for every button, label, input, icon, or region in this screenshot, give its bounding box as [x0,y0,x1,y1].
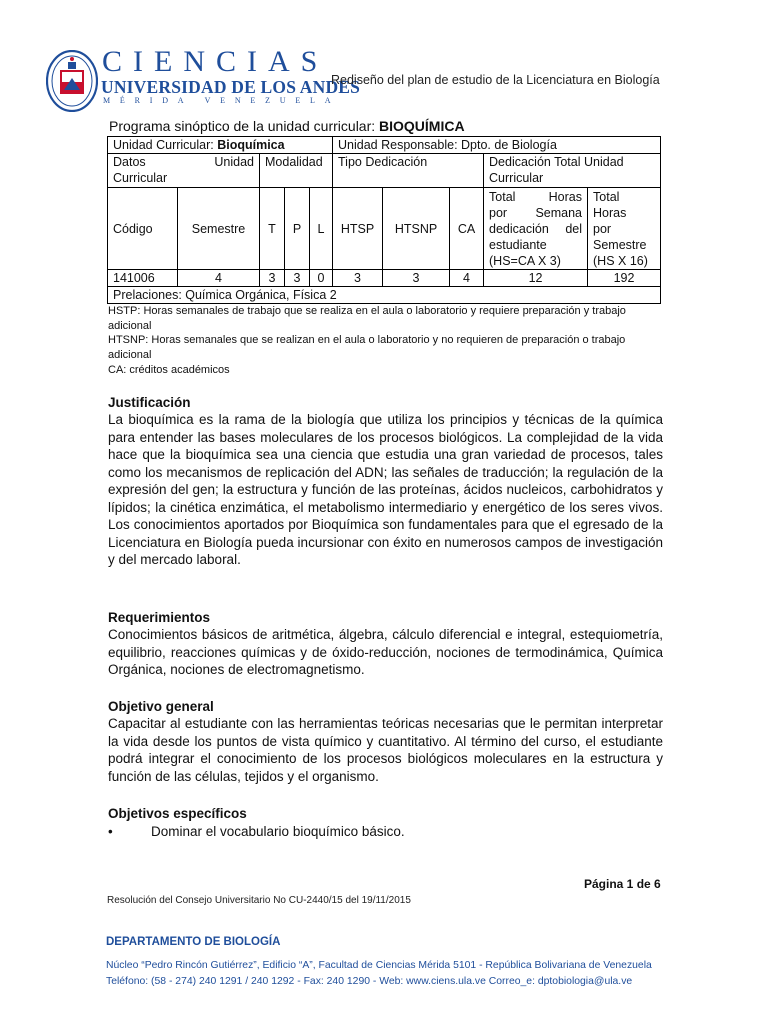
unidad-label: Unidad Curricular: [113,138,214,152]
prelaciones-cell: Prelaciones: Química Orgánica, Física 2 [108,287,661,304]
curriculum-table [107,136,661,304]
datos-word-2: Unidad [214,155,254,169]
col-codigo: Código [108,188,178,270]
col-semestre: Semestre [178,188,260,270]
university-seal-logo [46,50,98,112]
department-contact: Teléfono: (58 - 274) 240 1291 / 240 1292 - Fax: 240 1290 - Web: www.ciens.ula.ve Correo_e: dptobiologia@ula.ve [106,976,633,987]
note-htsnp: HTSNP: Horas semanales que se realizan en el aula o laboratorio y no requieren de preparación o trabajo adicional [108,334,626,362]
col-p: P [285,188,310,270]
objetivo-general-heading: Objetivo general [108,699,214,714]
bullet-marker: • [108,824,113,839]
modalidad-header: Modalidad [260,154,333,188]
header-title: Rediseño del plan de estudio de la Licenciatura en Biología [331,73,660,87]
total-semestre-line-3: (HS X 16) [593,253,648,268]
brand-university: UNIVERSIDAD DE LOS ANDES [101,77,361,97]
total-semana-line-5: (HS=CA X 3) [489,253,561,268]
unidad-curricular-cell [108,137,333,154]
cell-total-semana: 12 [484,270,588,287]
total-semestre-line-1: Total Horas [593,189,627,220]
list-item [108,823,405,841]
unidad-value: Bioquímica [217,138,285,152]
cell-htsp: 3 [333,270,383,287]
dedicacion-total-header: Dedicación Total Unidad Curricular [484,154,661,188]
total-semana-line-3: dedicación del [489,221,583,236]
resolution-note: Resolución del Consejo Universitario No CU-2440/15 del 19/11/2015 [107,895,411,906]
section-objetivo-general [108,698,663,785]
cell-l: 0 [310,270,333,287]
col-l: L [310,188,333,270]
total-semana-line-4: estudiante [489,237,547,252]
objetivos-especificos-heading: Objetivos específicos [108,806,247,821]
objetivo-general-text: Capacitar al estudiante con las herramientas teóricas necesarias que le permitan interpretar la vida desde los puntos de vista químico y cuantitativo. Al término del curso, el estudiante podrá integrar el conocimiento de los procesos biológicos moleculares en la estructura y función de las células, tejidos y el organismo. [108,716,663,784]
total-semana-line-1: Total Horas [489,189,583,204]
table-notes [108,304,663,378]
section-justificacion [108,394,663,569]
col-total-semestre [588,188,661,270]
col-ca: CA [450,188,484,270]
table-row [108,270,661,287]
total-semana-line-2: por Semana [489,205,583,220]
tipo-dedicacion-header: Tipo Dedicación [333,154,484,188]
cell-total-semestre: 192 [588,270,661,287]
col-htsp: HTSP [333,188,383,270]
department-name: DEPARTAMENTO DE BIOLOGÍA [106,936,281,948]
datos-curriculares-cell [108,154,260,188]
unidad-responsable-cell: Unidad Responsable: Dpto. de Biología [333,137,661,154]
datos-word-1: Datos [113,155,146,169]
note-hstp: HSTP: Horas semanales de trabajo que se realiza en el aula o laboratorio y requiere preparación y trabajo adicional [108,305,626,332]
bullet-text: Dominar el vocabulario bioquímico básico. [151,824,405,839]
program-name: BIOQUÍMICA [379,118,465,134]
cell-semestre: 4 [178,270,260,287]
cell-ca: 4 [450,270,484,287]
requerimientos-heading: Requerimientos [108,610,211,625]
col-t: T [260,188,285,270]
brand-ciencias: CIENCIAS [102,45,329,78]
section-requerimientos [108,609,663,679]
cell-codigo: 141006 [108,270,178,287]
requerimientos-text: Conocimientos básicos de aritmética, álgebra, cálculo diferencial e integral, estequiometría, equilibrio, reacciones químicas y de óxido-reducción, nociones de termodinámica, Química Orgánica, nociones de electromagnetismo. [108,627,663,677]
total-semestre-line-2: por Semestre [593,221,647,252]
program-title [109,118,465,134]
page-number: Página 1 de 6 [584,877,661,891]
program-label: Programa sinóptico de la unidad curricular: [109,118,376,134]
cell-p: 3 [285,270,310,287]
note-ca: CA: créditos académicos [108,363,230,376]
col-total-semana [484,188,588,270]
col-htsnp: HTSNP [383,188,450,270]
justificacion-text: La bioquímica es la rama de la biología que utiliza los principios y técnicas de la química para entender las bases moleculares de los procesos biológicos. La complejidad de la vida hace que la bioquímica sea una ciencia que estudia una gran variedad de procesos, tales como los mecanismos de replicación del ADN; las señales de traducción; la regulación de la expresión del gen; la estructura y función de las proteínas, ácidos nucleicos, carbohidratos y lípidos; la cinética enzimática, el metabolismo intermediario y energético de los seres vivos. Los conocimientos aportados por Bioquímica son fundamentales para que el egresado de la Licenciatura en Biología pueda incursionar con éxito en numerosos campos de investigación y del mercado laboral. [108,412,663,567]
cell-htsnp: 3 [383,270,450,287]
datos-word-3: Curricular [113,171,168,185]
department-address: Núcleo “Pedro Rincón Gutiérrez”, Edificio “A”, Facultad de Ciencias Mérida 5101 - República Bolivariana de Venezuela [106,960,652,971]
cell-t: 3 [260,270,285,287]
justificacion-heading: Justificación [108,395,191,410]
brand-location: MÉRIDA VENEZUELA [103,96,341,105]
section-objetivos-especificos [108,805,663,822]
